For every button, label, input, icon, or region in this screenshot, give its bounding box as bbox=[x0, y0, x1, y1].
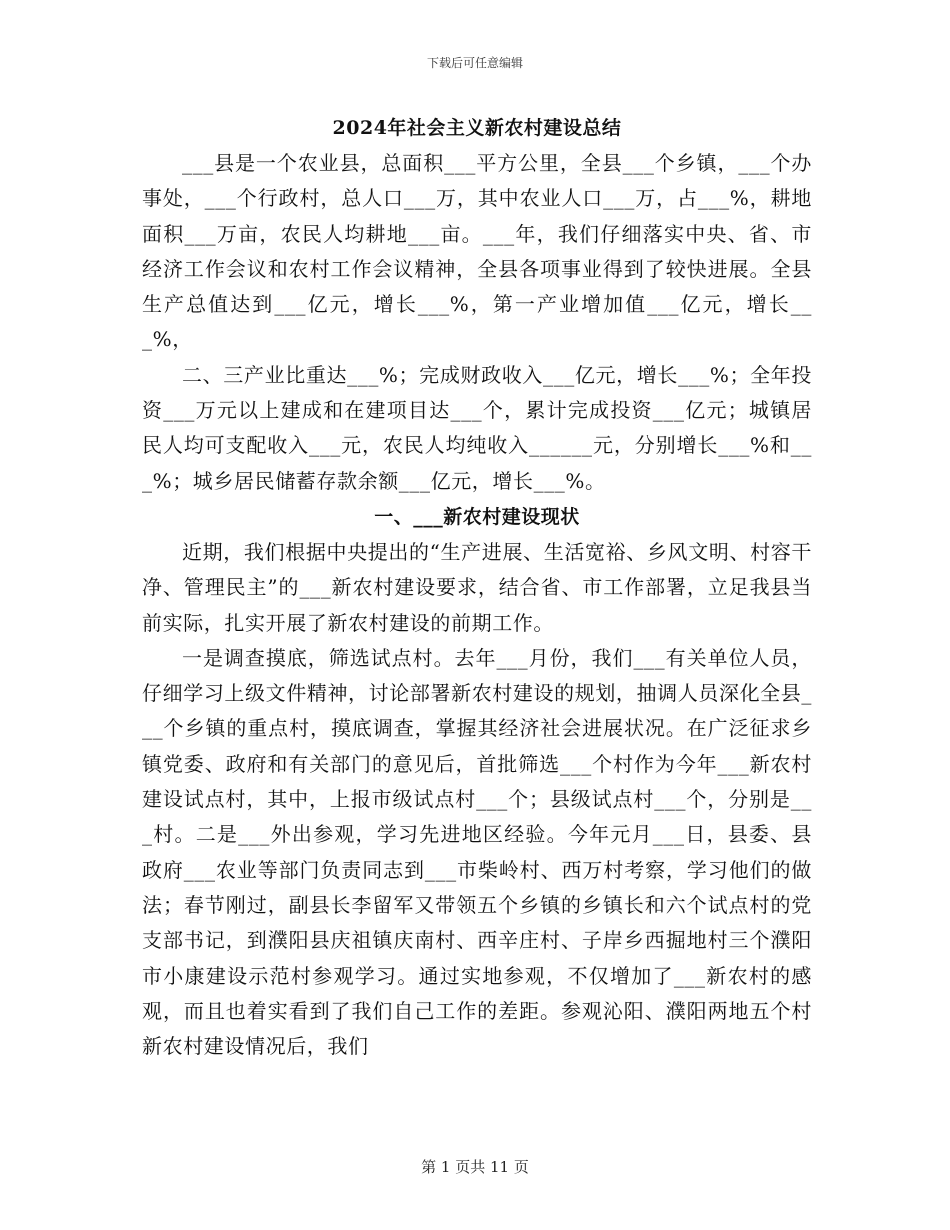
paragraph: 二、三产业比重达___%；完成财政收入___亿元，增长___%；全年投资___万元以上建成和在建项目达___个，累计完成投资___亿元；城镇居民人均可支配收入___元，农民人均纯收入______元，分别增长___%和___%；城乡居民储蓄存款余额___亿元，增长___%。 bbox=[142, 362, 812, 493]
document-body bbox=[142, 110, 812, 1064]
header-note: 下载后可任意编辑 bbox=[426, 56, 523, 70]
document-title: 2024年社会主义新农村建设总结 bbox=[332, 117, 622, 139]
paragraph: 近期，我们根据中央提出的“生产进展、生活宽裕、乡风文明、村容干净、管理民主”的___新农村建设要求，结合省、市工作部署，立足我县当前实际，扎实开展了新农村建设的前期工作。 bbox=[142, 539, 812, 635]
paragraph: 一是调查摸底，筛选试点村。去年___月份，我们___有关单位人员，仔细学习上级文件精神，讨论部署新农村建设的规划，抽调人员深化全县___个乡镇的重点村，摸底调查，掌握其经济社会进展状况。在广泛征求乡镇党委、政府和有关部门的意见后，首批筛选___个村作为今年___新农村建设试点村，其中，上报市级试点村___个；县级试点村___个，分别是___村。二是___外出参观，学习先进地区经验。今年元月___日，县委、县政府___农业等部门负责同志到___市柴岭村、西万村考察，学习他们的做法；春节刚过，副县长李留军又带领五个乡镇的乡镇长和六个试点村的党支部书记，到濮阳县庆祖镇庆南村、西辛庄村、子岸乡西掘地村三个濮阳市小康建设示范村参观学习。通过实地参观，不仅增加了___新农村的感观，而且也着实看到了我们自己工作的差距。参观沁阳、濮阳两地五个村新农村建设情况后，我们 bbox=[142, 645, 812, 1059]
paragraph: ___县是一个农业县，总面积___平方公里，全县___个乡镇，___个办事处，___个行政村，总人口___万，其中农业人口___万，占___%，耕地面积___万亩，农民人均耕地___亩。___年，我们仔细落实中央、省、市经济工作会议和农村工作会议精神，全县各项事业得到了较快进展。全县生产总值达到___亿元，增长___%，第一产业增加值___亿元，增长___%， bbox=[142, 151, 812, 352]
page-number-footer: 第 1 页共 11 页 bbox=[421, 1158, 529, 1176]
section-heading: 一、___新农村建设现状 bbox=[374, 505, 580, 528]
